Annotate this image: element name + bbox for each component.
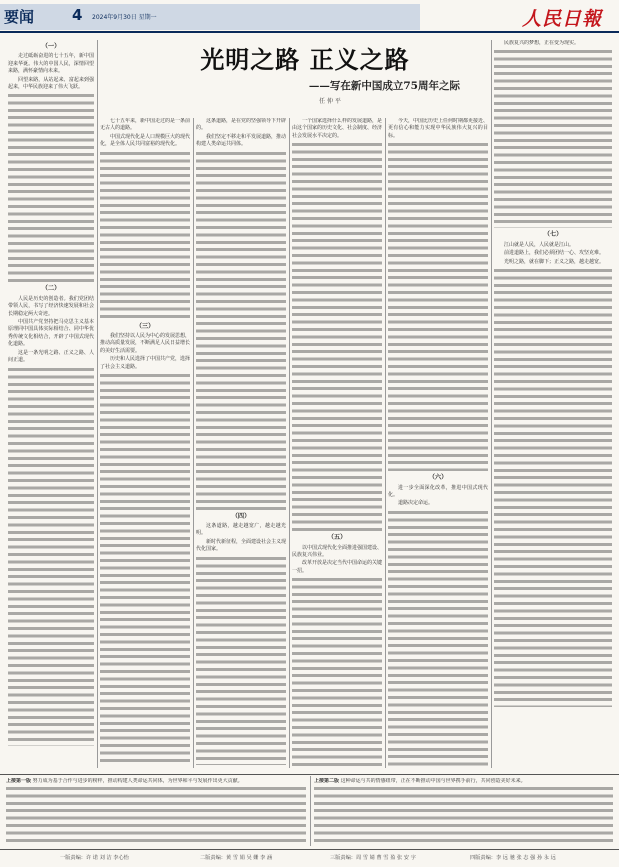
paragraph: 进一步全面深化改革，推进中国式现代化。 <box>388 484 488 499</box>
paragraph: 这是一条光明之路、正义之路、人间正道。 <box>8 349 94 364</box>
article-column-3 <box>196 118 286 768</box>
paragraph: 以中国式现代化全面推进强国建设、民族复兴伟业。 <box>292 544 382 559</box>
paragraph: 历史和人民选择了中国共产党，选择了社会主义道路。 <box>100 356 190 370</box>
byline: 任 仲 平 <box>319 98 341 105</box>
text-block <box>314 785 613 843</box>
paragraph: 江山就是人民，人民就是江山。 <box>504 241 575 248</box>
paragraph: 民族复兴的梦想，正在变为现实。 <box>504 40 580 46</box>
text-block <box>388 509 488 768</box>
paragraph: 改革开放是决定当代中国命运的关键一招。 <box>292 560 382 574</box>
paragraph: 人民是历史的创造者。我们党团结带领人民，书写了经济快速发展和社会长期稳定两大奇迹。 <box>8 295 94 317</box>
continuation-box-2 <box>314 778 613 846</box>
continuation-text: 这种命运与共的情感纽带，正在不断推动中国与世界携手前行，共同创造美好未来。 <box>340 778 526 784</box>
paragraph: 光明之路，就在脚下；正义之路，越走越宽。 <box>504 258 605 265</box>
paragraph: 中国式现代化是人口规模巨大的现代化，是全体人民共同富裕的现代化。 <box>100 133 190 148</box>
editors-line <box>0 850 619 867</box>
section-marker-5: （五） <box>327 534 347 542</box>
article-column-5 <box>388 118 488 768</box>
text-block <box>6 785 306 843</box>
masthead-rule <box>0 31 619 33</box>
paragraph: 我们坚持以人民为中心的发展思想，推动高质量发展，不断满足人民日益增长的美好生活需要。 <box>100 333 190 354</box>
section-marker-7: （七） <box>543 231 563 239</box>
continuation-box-1 <box>6 778 306 846</box>
paragraph: 新时代新征程，全面建设社会主义现代化国家。 <box>196 538 286 553</box>
continuation-text: 努力成为基于合作与进步的榜样，推动构建人类命运共同体，为世界和平与发展作出更大贡献。 <box>32 778 243 784</box>
section-marker-1: （一） <box>41 43 61 50</box>
paragraph: 中国共产党坚持把马克思主义基本原理同中国具体实际相结合、同中华优秀传统文化相结合，开辟了中国式现代化道路。 <box>8 319 94 348</box>
column-rule <box>289 118 290 768</box>
issue-date: 2024年9月30日 星期一 <box>92 14 157 21</box>
column-rule <box>491 40 492 768</box>
text-block <box>196 150 286 510</box>
column-rule <box>193 118 194 768</box>
text-block <box>292 141 382 531</box>
page-number: 4 <box>72 6 83 24</box>
article-column-1 <box>8 40 94 768</box>
masthead-bar <box>0 4 420 30</box>
paragraph: 走过砥砺奋进的七十五年，新中国迎来华诞。伟大的中国人民，深情回望来路，满怀豪情向未来。 <box>8 53 94 75</box>
text-block <box>8 92 94 282</box>
article-column-2 <box>100 118 190 768</box>
paragraph: 前进道路上，我们必须团结一心、攻坚克难。 <box>504 250 605 257</box>
paragraph: 回望来路，从站起来、富起来到强起来，中华民族迎来了伟大飞跃。 <box>8 76 94 91</box>
continuation-tag: 上接第二版 <box>314 778 340 784</box>
paragraph: 七十五年来，新中国走过的是一条前无古人的道路。 <box>100 118 190 132</box>
article-column-6 <box>494 40 612 768</box>
headline: 光明之路 正义之路 <box>200 45 410 74</box>
text-block <box>388 141 488 471</box>
text-block <box>494 48 612 228</box>
text-block <box>494 267 612 707</box>
section-marker-6: （六） <box>428 474 448 482</box>
text-block <box>100 372 190 762</box>
paragraph: 这条道路，越走越宽广，越走越光明。 <box>196 523 286 537</box>
masthead <box>0 0 619 30</box>
text-block <box>196 555 286 765</box>
text-block <box>100 150 190 320</box>
column-rule <box>385 118 386 768</box>
section-title: 要闻 <box>4 8 35 26</box>
paragraph: 这条道路，是在党的坚强领导下开辟的。 <box>196 118 286 132</box>
paragraph: 一个国家选择什么样的发展道路，是由这个国家的历史文化、社会制度、经济社会发展水平决定的。 <box>292 118 382 139</box>
section-marker-4: （四） <box>231 512 251 520</box>
editor-credit: 三版责编：周 雪 婧 曹 雪 盈 张 安 宇 <box>330 855 416 861</box>
paragraph: 我们坚定不移走和平发展道路，推动构建人类命运共同体。 <box>196 133 286 148</box>
text-block <box>8 366 94 746</box>
text-block <box>292 576 382 766</box>
column-rule <box>310 776 311 846</box>
section-marker-3: （三） <box>135 322 155 330</box>
subheadline: ——写在新中国成立75周年之际 <box>308 80 460 92</box>
footer-rule <box>0 774 619 775</box>
newspaper-logo: 人民日報 <box>522 8 603 30</box>
section-marker-2: （二） <box>41 285 61 293</box>
continuation-tag: 上接第一版 <box>6 778 32 784</box>
paragraph: 道路决定命运。 <box>398 500 434 507</box>
editor-credit: 一版责编：许 诺 刘 洁 李心怡 <box>60 855 129 861</box>
editor-credit: 二版责编：黄 雪 娟 吴 姗 李 涵 <box>200 855 273 861</box>
editor-credit: 四版责编：李 远 驰 张 志 强 孙 永 远 <box>470 855 556 861</box>
article-column-4 <box>292 118 382 768</box>
column-rule <box>97 40 98 768</box>
paragraph: 今天，中国比历史上任何时期都更接近、更有信心和能力实现中华民族伟大复兴的目标。 <box>388 118 488 139</box>
